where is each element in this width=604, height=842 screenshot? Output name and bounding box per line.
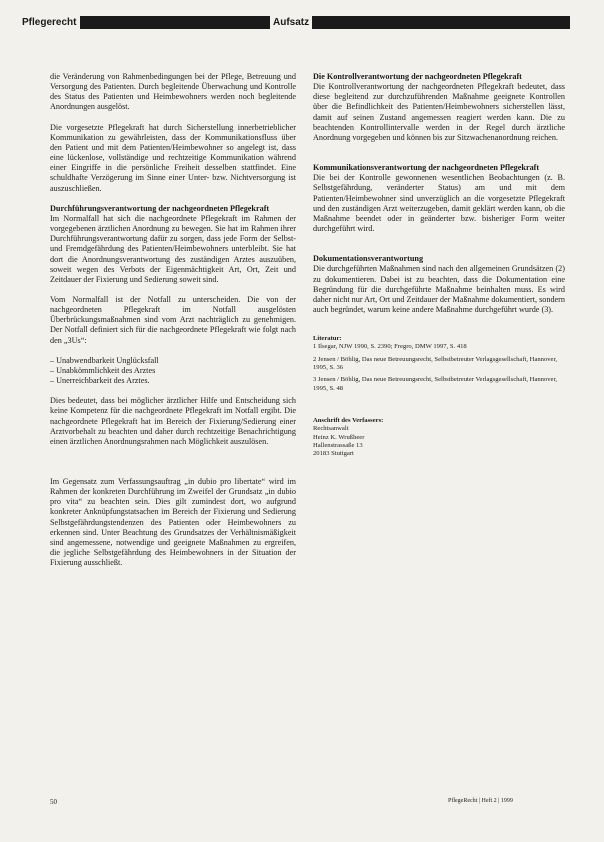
paragraph: Die Kontrollverantwortung der nachgeordneten Pflegekraft bedeutet, dass diese begleitend zur durchzuführenden Maßnahme geeignete Kontrollen über die Befindlichkeit des Patienten/Heimbewohners sicherstellen lässt, damit auf seinen Zustand angemessen reagiert werden kann. Die zu beachtenden Kontrollintervalle werden in der Regel durch ärztliche Anordnung vorgegeben und können bis zur Sitzwachenanordnung reichen. — [313, 82, 565, 142]
header-section-title: Pflegerecht — [20, 16, 80, 29]
list-item: – Unabwendbarkeit Unglücksfall — [50, 355, 159, 365]
list-item: – Unerreichbarkeit des Arztes. — [50, 376, 150, 386]
author-line: Rechtsanwalt — [313, 425, 349, 433]
section-heading: Dokumentationsverantwortung — [313, 254, 424, 264]
notfall-list — [50, 356, 296, 386]
paragraph: die Veränderung von Rahmenbedingungen bei der Pflege, Betreuung und Versorgung des Patienten. Durch begleitende Überwachung und Kontrolle des Status des Patienten und Heimbewohners werden noch begleitende Anordnungen ausgelöst. — [50, 72, 296, 112]
author-heading: Anschrift des Verfassers: — [313, 416, 384, 424]
author-line: Hallenstrassaße 13 — [313, 441, 363, 449]
section-heading: Die Kontrollverantwortung der nachgeordneten Pflegekraft — [313, 72, 522, 81]
paragraph: Im Normalfall hat sich die nachgeordnete Pflegekraft im Rahmen der vorgegebenen ärztlichen Anordnung zu bewegen. Sie hat im Rahmen ihrer Durchführungsverantwortung dafür zu sorgen, dass jede Form der Selbst- und Fremdgefährdung des Patienten/Heimbewohners unterbleibt. Sie hat dort die Anordnungsverantwortung des zuständigen Arztes auszuüben, soweit wegen des Verbots der Eigenmächtigkeit Art, Ort, Zeit und Zeitdauer der Fixierung und Sedierung soweit sind. — [50, 213, 296, 284]
header-article-type: Aufsatz — [270, 16, 312, 29]
paragraph: Die durchgeführten Maßnahmen sind nach den allgemeinen Grundsätzen (2) zu dokumentieren. Dabei ist zu beachten, dass die Dokumentation eine Begründung für die durchgeführte Maßnahme beinhalten muss. Es wird daher nicht nur Art, Ort und Zeitdauer der Maßnahme dokumentiert, sondern auch begründet, warum keine andere Maßnahme durchgeführt wurde (3). — [313, 264, 565, 314]
literature-item: 3 Jensen / Böhlig, Das neue Betreuungsrecht, Selbstbetreuter Verlagsgesellschaft, Hannover, 1995, S. 48 — [313, 376, 558, 392]
right-column — [313, 72, 565, 458]
paragraph: Im Gegensatz zum Verfassungsauftrag „in dubio pro libertate“ wird im Rahmen der konkreten Durchführung im Zweifel der Grundsatz „in dubio pro vita“ zu beachten sein. Dies gilt zumindest dort, wo aufgrund konkreter Anknüpfungstatsachen im Bereich der Fixierung und Sedierung Selbstgefährdungstendenzen des Patienten oder Heimbewohners zu erkennen sind. Unter Beachtung des Grundsatzes der Verhältnismäßigkeit sind angemessene, notwendige und geeignete Maßnahmen zu ergreifen, die jegliche Selbstgefährdung des Heimbewohners in der Situation der Fixierung ausschließt. — [50, 477, 296, 568]
section-heading: Durchführungsverantwortung der nachgeordneten Pflegekraft — [50, 203, 270, 213]
author-address — [313, 417, 565, 458]
paragraph: Die bei der Kontrolle gewonnenen wesentlichen Beobachtungen (z. B. Selbstgefährdung, veränderter Status) am und mit dem Patienten/Heimbewohner sind unverzüglich an die vorgesetzte Pflegekraft und den zuständigen Arzt weiterzugeben, damit geklärt werden kann, ob die Maßnahme beendet oder in geänderter bzw. bisheriger Form weiter durchgeführt wird. — [313, 173, 565, 234]
header-bar-left — [60, 16, 272, 29]
left-column — [50, 72, 296, 578]
author-line: 20183 Stuttgart — [313, 450, 354, 458]
literature-item: 1 Ilsegar, NJW 1990, S. 2390; Fregro, DMW 1997, S. 418 — [313, 343, 467, 351]
paragraph: Die vorgesetzte Pflegekraft hat durch Sicherstellung innerbetrieblicher Kommunikation zu gewährleisten, dass der Kommunikationsfluss über den Patient und mit dem Patienten/Heimbewohner so angelegt ist, dass eine lückenlose, vollständige und rechtzeitige Kommunikation während einer Eingriffe in die persönliche Freiheit desselben stattfindet. Eine schuldhafte Verzögerung im Sinne einer Unter- bzw. Nichtversorgung ist auszuschließen. — [50, 122, 296, 193]
journal-footer: PflegeRecht | Heft 2 | 1999 — [448, 798, 513, 804]
paragraph: Dies bedeutet, dass bei möglicher ärztlicher Hilfe und Entscheidung sich keine Kompetenz für die nachgeordnete Pflegekraft im Notfall ergibt. Die nachgeordnete Pflegekraft hat im Bereich der Fixierung/Sedierung einer Arztvorbehalt zu beachten und daher durch rechtzeitige Benachrichtigung einen ärztlichen Anordnungsrahmen nach Möglichkeit auszulösen. — [50, 396, 296, 446]
paragraph: Vom Normalfall ist der Notfall zu unterscheiden. Die von der nachgeordneten Pflegekraft im Notfall ausgelösten Überbrückungsmaßnahmen sind vom Arzt nachträglich zu genehmigen. Der Notfall definiert sich für die nachgeordnete Pflegekraft wie folgt nach den „3Us“: — [50, 294, 296, 345]
author-line: Heinz K. Wrußheer — [313, 433, 365, 441]
page-number: 50 — [50, 798, 57, 806]
literature-item: 2 Jensen / Böhlig, Das neue Betreuungsrecht, Selbstbetreuter Verlagsgesellschaft, Hannover, 1995, S. 36 — [313, 355, 558, 372]
header-bar-right — [302, 16, 570, 29]
literature-heading: Literatur: — [313, 335, 342, 343]
section-heading: Kommunikationsverantwortung der nachgeordneten Pflegekraft — [313, 163, 540, 173]
list-item: – Unabkömmlichkeit des Arztes — [50, 365, 156, 375]
